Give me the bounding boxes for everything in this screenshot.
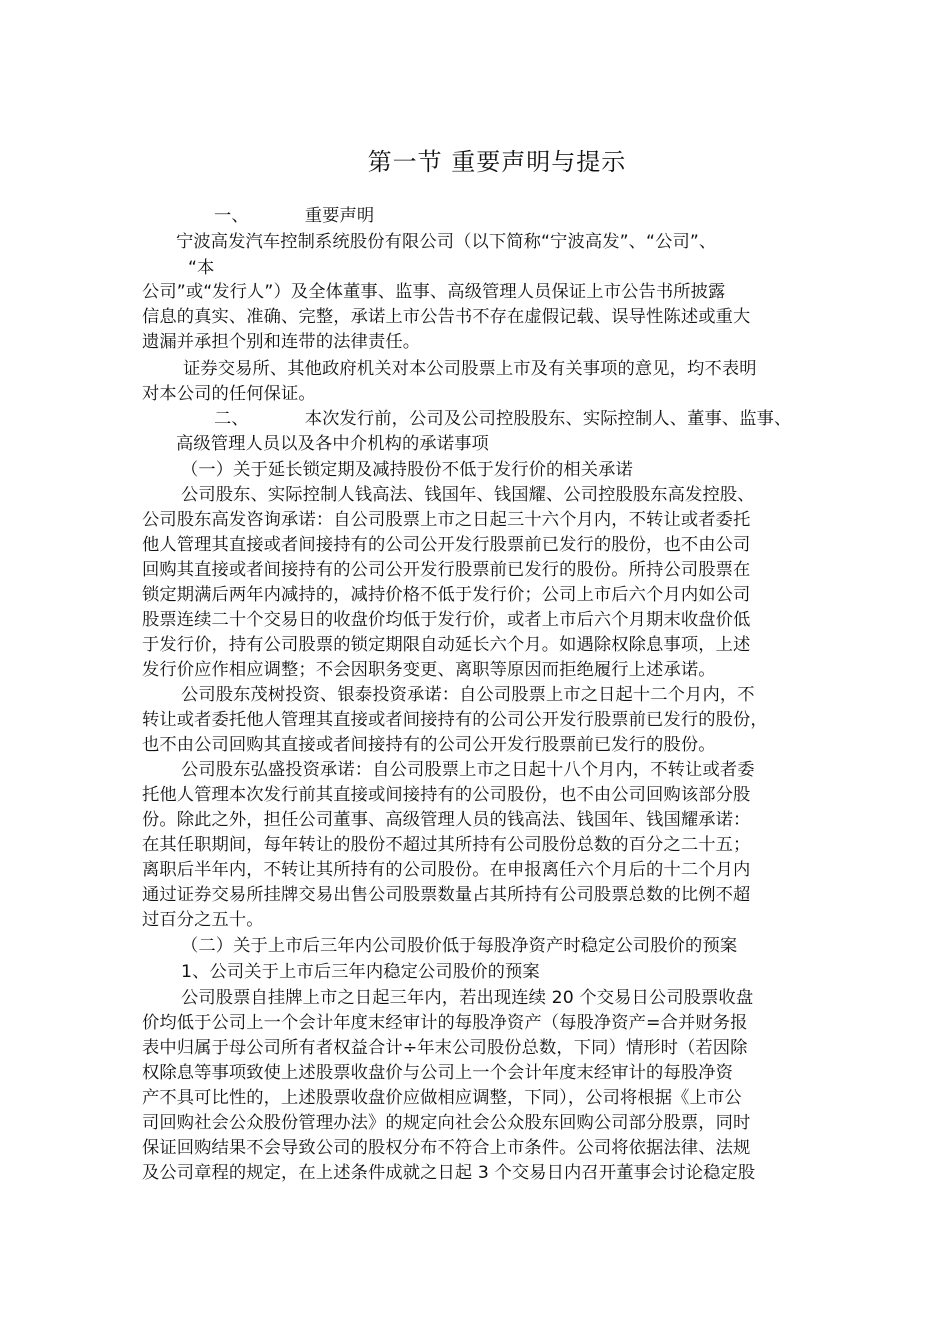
sub1-p1-line: 股票连续二十个交易日的收盘价均低于发行价，或者上市后六个月期末收盘价低 (142, 610, 751, 630)
sub1-p3-line: 公司股东弘盛投资承诺：自公司股票上市之日起十八个月内，不转让或者委 (181, 760, 755, 780)
sub2-p1-line: 产不具可比性的，上述股票收盘价应做相应调整，下同），公司将根据《上市公 (142, 1088, 742, 1108)
sub2-p1-line: 及公司章程的规定，在上述条件成就之日起 3 个交易日内召开董事会讨论稳定股 (142, 1163, 756, 1183)
section1-p1-line: “本 (188, 258, 215, 278)
section1-p1-line: 宁波高发汽车控制系统股份有限公司（以下简称“宁波高发”、“公司”、 (176, 232, 717, 252)
section1-heading (214, 203, 374, 229)
sub1-heading: （一）关于延长锁定期及减持股份不低于发行价的相关承诺 (181, 460, 633, 480)
section1-p1-line: 遗漏并承担个别和连带的法律责任。 (142, 332, 421, 352)
section2-heading (214, 406, 791, 432)
sub1-p3-line: 过百分之五十。 (142, 910, 264, 930)
sub1-p1-line: 于发行价，持有公司股票的锁定期限自动延长六个月。如遇除权除息事项，上述 (142, 635, 751, 655)
sub1-p3-line: 通过证券交易所挂牌交易出售公司股票数量占其所持有公司股票总数的比例不超 (142, 885, 751, 905)
sub1-p3-line: 份。除此之外，担任公司董事、高级管理人员的钱高法、钱国年、钱国耀承诺： (142, 810, 751, 830)
sub1-p3-line: 在其任职期间，每年转让的股份不超过其所持有公司股份总数的百分之二十五； (142, 835, 751, 855)
section1-heading-number: 一、 (214, 206, 249, 226)
sub2-heading: （二）关于上市后三年内公司股价低于每股净资产时稳定公司股价的预案 (181, 936, 738, 956)
section1-p1-line: 信息的真实、准确、完整，承诺上市公告书不存在虚假记载、误导性陈述或重大 (142, 307, 751, 327)
sub1-p1-line: 他人管理其直接或者间接持有的公司公开发行股票前已发行的股份，也不由公司 (142, 535, 751, 555)
section1-p2-line: 证券交易所、其他政府机关对本公司股票上市及有关事项的意见，均不表明 (183, 359, 757, 379)
sub2-item1-heading: 1、公司关于上市后三年内稳定公司股价的预案 (181, 962, 540, 982)
sub2-p1-line: 保证回购结果不会导致公司的股权分布不符合上市条件。公司将依据法律、法规 (142, 1138, 751, 1158)
sub1-p1-line: 公司股东高发咨询承诺：自公司股票上市之日起三十六个月内，不转让或者委托 (142, 510, 751, 530)
sub2-p1-line: 权除息等事项致使上述股票收盘价与公司上一个会计年度末经审计的每股净资 (142, 1063, 733, 1083)
sub1-p1-line: 公司股东、实际控制人钱高法、钱国年、钱国耀、公司控股股东高发控股、 (181, 485, 755, 505)
sub1-p1-line: 回购其直接或者间接持有的公司公开发行股票前已发行的股份。所持公司股票在 (142, 560, 751, 580)
sub1-p3-line: 离职后半年内，不转让其所持有的公司股份。在申报离任六个月后的十二个月内 (142, 860, 751, 880)
section-title: 第一节 重要声明与提示 (367, 148, 627, 176)
sub1-p1-line: 锁定期满后两年内减持的，减持价格不低于发行价；公司上市后六个月内如公司 (142, 585, 751, 605)
sub1-p3-line: 托他人管理本次发行前其直接或间接持有的公司股份，也不由公司回购该部分股 (142, 785, 751, 805)
sub1-p2-line: 公司股东茂树投资、银泰投资承诺：自公司股票上市之日起十二个月内，不 (181, 685, 755, 705)
sub1-p1-line: 发行价应作相应调整；不会因职务变更、离职等原因而拒绝履行上述承诺。 (142, 660, 716, 680)
section2-heading-line: 高级管理人员以及各中介机构的承诺事项 (176, 434, 489, 454)
section1-p1-line: 公司”或“发行人”）及全体董事、监事、高级管理人员保证上市公告书所披露 (142, 282, 726, 302)
section2-heading-line: 本次发行前，公司及公司控股股东、实际控制人、董事、监事、 (304, 409, 792, 429)
section1-p2-line: 对本公司的任何保证。 (142, 384, 316, 404)
sub2-p1-line: 价均低于公司上一个会计年度末经审计的每股净资产（每股净资产=合并财务报 (142, 1013, 748, 1033)
section2-heading-number: 二、 (214, 409, 249, 429)
sub2-p1-line: 公司股票自挂牌上市之日起三年内，若出现连续 20 个交易日公司股票收盘 (181, 988, 754, 1008)
section1-heading-text: 重要声明 (304, 206, 375, 226)
sub1-p2-line: 也不由公司回购其直接或者间接持有的公司公开发行股票前已发行的股份。 (142, 735, 716, 755)
sub2-p1-line: 司回购社会公众股份管理办法》的规定向社会公众股东回购公司部分股票，同时 (142, 1113, 751, 1133)
sub1-p2-line: 转让或者委托他人管理其直接或者间接持有的公司公开发行股票前已发行的股份， (142, 710, 768, 730)
sub2-p1-line: 表中归属于母公司所有者权益合计÷年末公司股份总数，下同）情形时（若因除 (142, 1038, 748, 1058)
